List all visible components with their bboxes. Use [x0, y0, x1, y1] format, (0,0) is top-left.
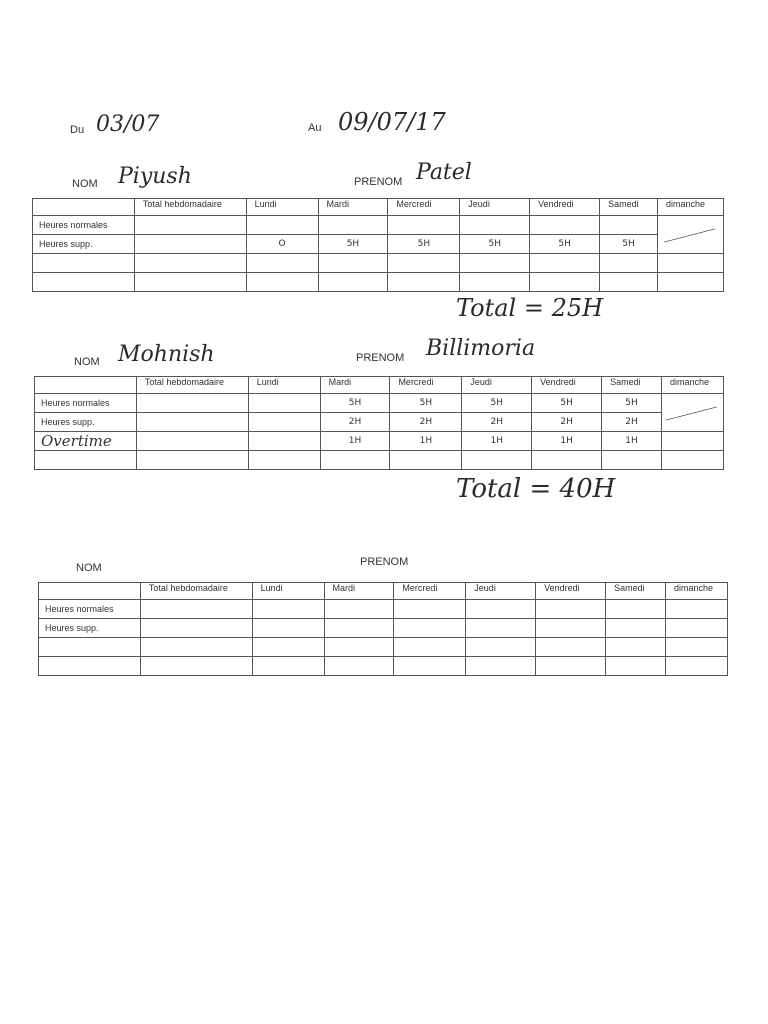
col-header-mardi: Mardi: [324, 583, 394, 600]
cell: [248, 432, 320, 451]
cell: [530, 216, 600, 235]
nom-value-2: Mohnish: [118, 342, 215, 367]
cell: 5H: [530, 235, 600, 254]
col-header-dimanche: dimanche: [665, 583, 727, 600]
cell: [662, 432, 724, 451]
header-row: [35, 377, 724, 394]
col-header-lundi: Lundi: [248, 377, 320, 394]
cell: 1H: [320, 432, 390, 451]
col-header-lundi: Lundi: [246, 199, 318, 216]
nom-value-1: Piyush: [118, 164, 192, 189]
col-header-mardi: Mardi: [320, 377, 390, 394]
cell: [600, 216, 658, 235]
cell: 5H: [532, 394, 602, 413]
row-label-normales: Heures normales: [39, 600, 141, 619]
nom-label-1: NOM: [72, 178, 98, 190]
cell: 1H: [602, 432, 662, 451]
col-header-dimanche: dimanche: [658, 199, 724, 216]
col-header-jeudi: Jeudi: [460, 199, 530, 216]
nom-label-3: NOM: [76, 562, 102, 574]
cell: [136, 432, 248, 451]
cell: [136, 413, 248, 432]
row-heures-normales: [33, 216, 724, 235]
cell: [248, 413, 320, 432]
row-heures-supp: [39, 619, 728, 638]
col-header-mardi: Mardi: [318, 199, 388, 216]
cell: 2H: [462, 413, 532, 432]
col-header-vendredi: Vendredi: [530, 199, 600, 216]
prenom-label-3: PRENOM: [360, 556, 409, 568]
row-label-normales: Heures normales: [33, 216, 135, 235]
cell: [388, 216, 460, 235]
cell: 5H: [390, 394, 462, 413]
row-label-normales: Heures normales: [35, 394, 137, 413]
row-label-supp: Heures supp.: [39, 619, 141, 638]
to-value: 09/07/17: [338, 108, 446, 136]
row-blank: [33, 254, 724, 273]
row-overtime: [35, 432, 724, 451]
corner-cell: [39, 583, 141, 600]
col-header-jeudi: Jeudi: [462, 377, 532, 394]
strike-line: [662, 404, 723, 422]
cell: 5H: [602, 394, 662, 413]
col-header-mercredi: Mercredi: [394, 583, 466, 600]
col-header-mercredi: Mercredi: [388, 199, 460, 216]
col-header-total: Total hebdomadaire: [140, 583, 252, 600]
cell: [318, 216, 388, 235]
row-blank: [33, 273, 724, 292]
cell: 2H: [320, 413, 390, 432]
cell: [136, 394, 248, 413]
col-header-jeudi: Jeudi: [466, 583, 536, 600]
row-heures-normales: [39, 600, 728, 619]
cell-dimanche-struck: [658, 216, 724, 254]
header-row: [39, 583, 728, 600]
col-header-mercredi: Mercredi: [390, 377, 462, 394]
prenom-value-1: Patel: [416, 160, 472, 185]
row-heures-supp: [35, 413, 724, 432]
row-blank: [35, 451, 724, 470]
row-heures-normales: [35, 394, 724, 413]
prenom-label-1: PRENOM: [354, 176, 403, 188]
row-label-supp: Heures supp.: [35, 413, 137, 432]
cell: 5H: [460, 235, 530, 254]
timesheet-table-2: [34, 376, 724, 470]
col-header-samedi: Samedi: [600, 199, 658, 216]
row-blank: [39, 657, 728, 676]
header-row: [33, 199, 724, 216]
nom-label-2: NOM: [74, 356, 100, 368]
cell: [246, 216, 318, 235]
cell: [460, 216, 530, 235]
cell: 2H: [602, 413, 662, 432]
cell: 2H: [532, 413, 602, 432]
row-blank: [39, 638, 728, 657]
total-1: Total = 25H: [456, 294, 604, 322]
timesheet-table-1: [32, 198, 724, 292]
row-label-overtime: Overtime: [35, 432, 137, 451]
col-header-samedi: Samedi: [606, 583, 666, 600]
strike-line: [658, 226, 723, 244]
col-header-vendredi: Vendredi: [536, 583, 606, 600]
cell: 5H: [462, 394, 532, 413]
col-header-dimanche: dimanche: [662, 377, 724, 394]
row-label-supp: Heures supp.: [33, 235, 135, 254]
cell: [134, 235, 246, 254]
total-2: Total = 40H: [456, 474, 616, 504]
cell: 5H: [600, 235, 658, 254]
col-header-vendredi: Vendredi: [532, 377, 602, 394]
cell: 1H: [390, 432, 462, 451]
corner-cell: [33, 199, 135, 216]
cell: [134, 216, 246, 235]
col-header-lundi: Lundi: [252, 583, 324, 600]
row-heures-supp: [33, 235, 724, 254]
col-header-total: Total hebdomadaire: [134, 199, 246, 216]
cell-dimanche-struck: [662, 394, 724, 432]
cell: 5H: [388, 235, 460, 254]
col-header-samedi: Samedi: [602, 377, 662, 394]
from-value: 03/07: [96, 112, 160, 137]
cell: 1H: [532, 432, 602, 451]
cell: 5H: [318, 235, 388, 254]
cell: 5H: [320, 394, 390, 413]
corner-cell: [35, 377, 137, 394]
prenom-label-2: PRENOM: [356, 352, 405, 364]
timesheet-table-3: [38, 582, 728, 676]
prenom-value-2: Billimoria: [426, 336, 536, 361]
cell: [248, 394, 320, 413]
from-label: Du: [70, 124, 85, 136]
to-label: Au: [308, 122, 322, 134]
col-header-total: Total hebdomadaire: [136, 377, 248, 394]
cell: 2H: [390, 413, 462, 432]
cell: O: [246, 235, 318, 254]
cell: 1H: [462, 432, 532, 451]
